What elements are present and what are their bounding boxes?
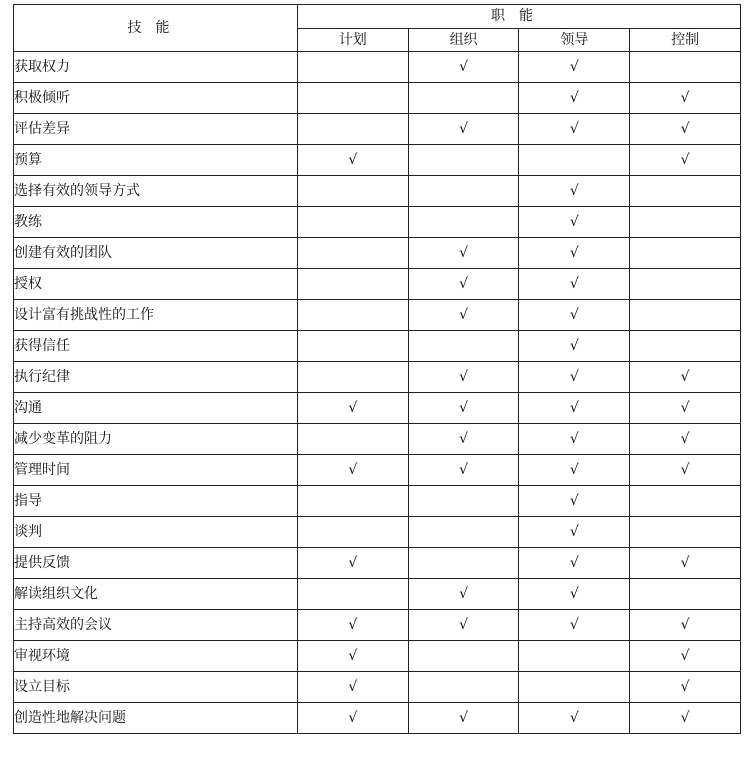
skill-name-cell: 创造性地解决问题 [14, 703, 298, 734]
checkmark-cell-planning: √ [297, 610, 408, 641]
skill-name-cell: 设计富有挑战性的工作 [14, 300, 298, 331]
checkmark-cell-planning: √ [297, 455, 408, 486]
checkmark-cell-controlling [630, 176, 741, 207]
skill-name-cell: 授权 [14, 269, 298, 300]
checkmark-cell-controlling: √ [630, 83, 741, 114]
checkmark-cell-leading: √ [519, 610, 630, 641]
table-row [14, 486, 741, 517]
checkmark-cell-organizing: √ [408, 424, 519, 455]
checkmark-cell-leading: √ [519, 362, 630, 393]
checkmark-cell-planning: √ [297, 703, 408, 734]
checkmark-cell-organizing [408, 83, 519, 114]
checkmark-cell-organizing [408, 641, 519, 672]
checkmark-cell-controlling [630, 207, 741, 238]
skills-functions-table [13, 4, 741, 734]
function-header-planning: 计划 [297, 28, 408, 52]
checkmark-cell-leading: √ [519, 207, 630, 238]
skill-name-cell: 谈判 [14, 517, 298, 548]
function-group-header: 职能 [297, 5, 740, 29]
skill-name-cell: 主持高效的会议 [14, 610, 298, 641]
checkmark-cell-controlling: √ [630, 455, 741, 486]
checkmark-cell-controlling: √ [630, 703, 741, 734]
checkmark-cell-leading: √ [519, 269, 630, 300]
checkmark-cell-leading: √ [519, 517, 630, 548]
checkmark-cell-controlling: √ [630, 145, 741, 176]
table-row [14, 672, 741, 703]
checkmark-cell-planning [297, 486, 408, 517]
checkmark-cell-controlling [630, 52, 741, 83]
checkmark-cell-organizing: √ [408, 610, 519, 641]
checkmark-cell-leading: √ [519, 300, 630, 331]
skill-name-cell: 沟通 [14, 393, 298, 424]
skill-name-cell: 创建有效的团队 [14, 238, 298, 269]
checkmark-cell-controlling: √ [630, 610, 741, 641]
checkmark-cell-planning [297, 424, 408, 455]
checkmark-cell-planning [297, 300, 408, 331]
skill-name-cell: 设立目标 [14, 672, 298, 703]
checkmark-cell-controlling: √ [630, 424, 741, 455]
checkmark-cell-controlling: √ [630, 362, 741, 393]
skill-name-cell: 获得信任 [14, 331, 298, 362]
checkmark-cell-leading: √ [519, 83, 630, 114]
table-row [14, 331, 741, 362]
checkmark-cell-leading: √ [519, 548, 630, 579]
skill-name-cell: 解读组织文化 [14, 579, 298, 610]
function-header-controlling: 控制 [630, 28, 741, 52]
checkmark-cell-planning: √ [297, 548, 408, 579]
table-row [14, 393, 741, 424]
checkmark-cell-planning: √ [297, 393, 408, 424]
checkmark-cell-controlling [630, 331, 741, 362]
table-header [14, 5, 741, 52]
checkmark-cell-leading: √ [519, 703, 630, 734]
checkmark-cell-controlling: √ [630, 641, 741, 672]
skill-name-cell: 审视环境 [14, 641, 298, 672]
table-row [14, 641, 741, 672]
checkmark-cell-organizing [408, 331, 519, 362]
checkmark-cell-leading: √ [519, 238, 630, 269]
checkmark-cell-controlling: √ [630, 114, 741, 145]
checkmark-cell-controlling [630, 238, 741, 269]
checkmark-cell-organizing: √ [408, 362, 519, 393]
checkmark-cell-leading: √ [519, 455, 630, 486]
checkmark-cell-leading: √ [519, 486, 630, 517]
checkmark-cell-organizing: √ [408, 300, 519, 331]
checkmark-cell-leading: √ [519, 52, 630, 83]
checkmark-cell-leading: √ [519, 176, 630, 207]
checkmark-cell-organizing [408, 548, 519, 579]
function-header-leading: 领导 [519, 28, 630, 52]
table-body [14, 52, 741, 734]
skill-name-cell: 获取权力 [14, 52, 298, 83]
checkmark-cell-organizing: √ [408, 114, 519, 145]
table-row [14, 455, 741, 486]
checkmark-cell-controlling [630, 269, 741, 300]
checkmark-cell-controlling [630, 486, 741, 517]
table-row [14, 269, 741, 300]
table-row [14, 114, 741, 145]
checkmark-cell-organizing: √ [408, 703, 519, 734]
checkmark-cell-organizing: √ [408, 393, 519, 424]
table-row [14, 52, 741, 83]
checkmark-cell-controlling [630, 579, 741, 610]
checkmark-cell-controlling: √ [630, 548, 741, 579]
checkmark-cell-organizing [408, 517, 519, 548]
checkmark-cell-planning [297, 207, 408, 238]
table-row [14, 207, 741, 238]
skill-name-cell: 预算 [14, 145, 298, 176]
checkmark-cell-planning [297, 176, 408, 207]
checkmark-cell-leading [519, 145, 630, 176]
checkmark-cell-organizing [408, 207, 519, 238]
checkmark-cell-planning [297, 517, 408, 548]
skill-name-cell: 评估差异 [14, 114, 298, 145]
table-row [14, 362, 741, 393]
checkmark-cell-planning [297, 238, 408, 269]
checkmark-cell-planning [297, 52, 408, 83]
skill-column-header: 技能 [14, 5, 298, 52]
checkmark-cell-leading: √ [519, 424, 630, 455]
checkmark-cell-organizing: √ [408, 52, 519, 83]
table-row [14, 548, 741, 579]
checkmark-cell-leading: √ [519, 114, 630, 145]
checkmark-cell-organizing [408, 145, 519, 176]
function-header-organizing: 组织 [408, 28, 519, 52]
checkmark-cell-organizing [408, 486, 519, 517]
table-row [14, 610, 741, 641]
table-row [14, 424, 741, 455]
checkmark-cell-organizing [408, 176, 519, 207]
checkmark-cell-leading: √ [519, 331, 630, 362]
table-row [14, 579, 741, 610]
checkmark-cell-controlling: √ [630, 672, 741, 703]
checkmark-cell-controlling: √ [630, 393, 741, 424]
table-row [14, 83, 741, 114]
checkmark-cell-planning: √ [297, 672, 408, 703]
skill-name-cell: 选择有效的领导方式 [14, 176, 298, 207]
checkmark-cell-planning [297, 114, 408, 145]
checkmark-cell-leading: √ [519, 579, 630, 610]
table-row [14, 300, 741, 331]
checkmark-cell-planning [297, 362, 408, 393]
checkmark-cell-planning [297, 83, 408, 114]
checkmark-cell-planning [297, 579, 408, 610]
checkmark-cell-controlling [630, 517, 741, 548]
table-row [14, 517, 741, 548]
checkmark-cell-organizing: √ [408, 269, 519, 300]
checkmark-cell-leading [519, 641, 630, 672]
table-row [14, 145, 741, 176]
checkmark-cell-organizing: √ [408, 455, 519, 486]
skill-name-cell: 管理时间 [14, 455, 298, 486]
skill-name-cell: 执行纪律 [14, 362, 298, 393]
checkmark-cell-leading: √ [519, 393, 630, 424]
checkmark-cell-planning: √ [297, 641, 408, 672]
skill-name-cell: 教练 [14, 207, 298, 238]
checkmark-cell-controlling [630, 300, 741, 331]
skill-name-cell: 积极倾听 [14, 83, 298, 114]
checkmark-cell-organizing: √ [408, 579, 519, 610]
checkmark-cell-planning [297, 269, 408, 300]
skill-name-cell: 提供反馈 [14, 548, 298, 579]
skill-name-cell: 指导 [14, 486, 298, 517]
checkmark-cell-planning [297, 331, 408, 362]
table-row [14, 703, 741, 734]
table-row [14, 238, 741, 269]
checkmark-cell-organizing: √ [408, 238, 519, 269]
checkmark-cell-planning: √ [297, 145, 408, 176]
checkmark-cell-organizing [408, 672, 519, 703]
checkmark-cell-leading [519, 672, 630, 703]
skill-name-cell: 减少变革的阻力 [14, 424, 298, 455]
table-row [14, 176, 741, 207]
